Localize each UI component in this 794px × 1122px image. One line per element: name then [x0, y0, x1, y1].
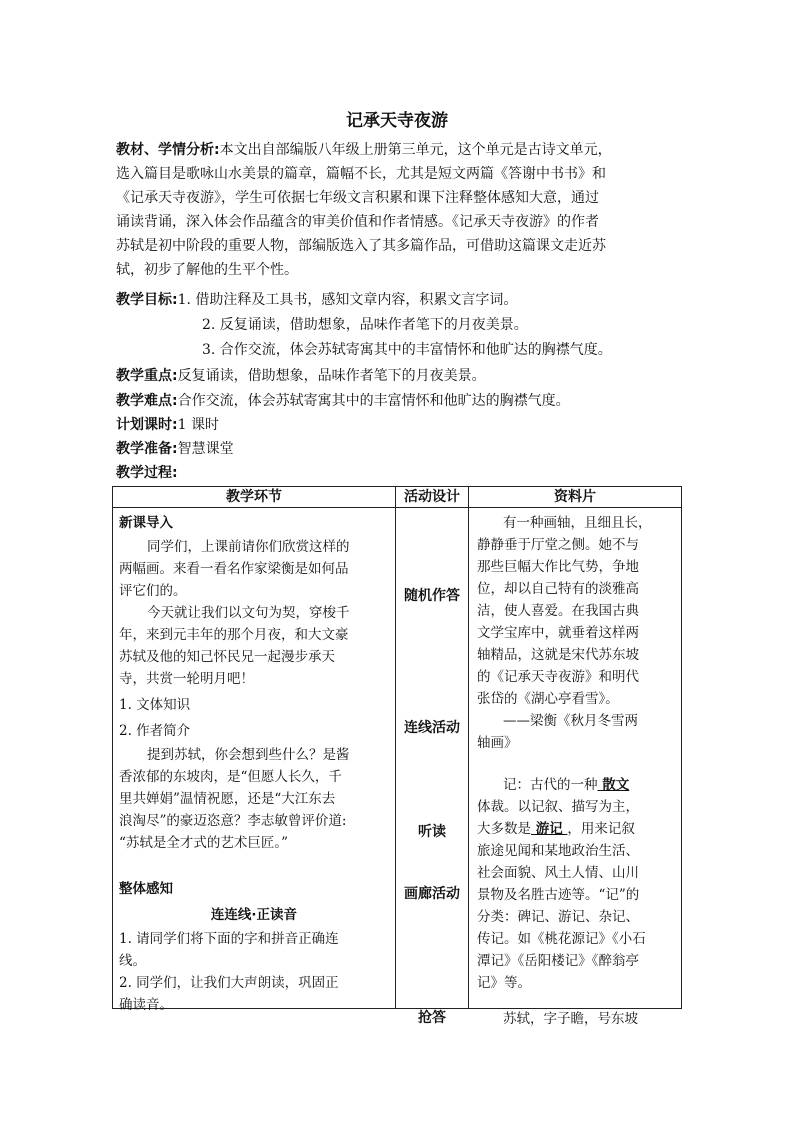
analysis-line-3: 《记承天寺夜游》，学生可依据七年级文言积累和课下注释整体感知大意，通过 — [116, 190, 599, 206]
table-row — [113, 508, 682, 1009]
ji-line-3: 大多数是 游记 ，用来记叙 — [477, 821, 635, 837]
difficulty: 教学难点:合作交流，体会苏轼寄寓其中的丰富情怀和他旷达的胸襟气度。 — [116, 393, 570, 409]
intro-heading: 新课导入 — [119, 515, 173, 531]
analysis-line-6: 轼，初步了解他的生平个性。 — [116, 262, 298, 278]
activity-matching: 连线活动 — [404, 720, 460, 736]
lesson-table — [112, 486, 682, 1027]
sushi-line: 苏轼，字子瞻，号东坡 — [503, 1011, 638, 1027]
blank-answer-prose: 散文 — [597, 777, 630, 793]
genre-item: 1. 文体知识 — [119, 697, 191, 713]
analysis-label: 教材、学情分析: — [116, 142, 220, 158]
activity-listening: 听读 — [418, 824, 446, 840]
hours: 计划课时:1 课时 — [116, 417, 219, 433]
cell-materials: 有一种画轴，且细且长， 静静垂于厅堂之侧。她不与 那些巨幅大作比气势，争地 位，却以自己特有的淡雅高 洁，使人喜爱。在我国古典 文学宝库中，就垂着这样两 轴精品，这就是宋代苏东坡 的《记承天寺夜游》和明代 张岱的《湖心亭看雪》。 ——梁衡《秋月冬雪两 轴画》 记：古代的一种 散文 体裁。以记叙、描写为主， 大多数是 游记 ，用来记叙 旅途见闻和某地政治生活、 社会面貌、风土人情、山川 景物及名胜古迹等。“记”的 分类：碑记、游记、杂记、 传记。如《桃花源记》《小石 潭记》《岳阳楼记》《醉翁亭 记》等。 苏轼，字子瞻，号东坡 — [469, 508, 682, 1009]
analysis-line-4: 诵读背诵，深入体会作品蕴含的审美价值和作者情感。《记承天寺夜游》的作者 — [116, 214, 599, 230]
activity-gallery: 画廊活动 — [404, 886, 460, 902]
cell-activity-design — [396, 508, 469, 1026]
activity-random-answer: 随机作答 — [404, 588, 460, 604]
process-label: 教学过程: — [116, 465, 178, 481]
author-item: 2. 作者简介 — [119, 723, 191, 739]
header-materials: 资料片 — [469, 487, 682, 508]
prep: 教学准备:智慧课堂 — [116, 441, 234, 457]
goals-line-2: 2. 反复诵读，借助想象，品味作者笔下的月夜美景。 — [202, 317, 528, 333]
cell-teaching-stage: 新课导入 同学们，上课前请你们欣赏这样的 两幅画。来看一看名作家梁衡是如何品 评它们的。 今天就让我们以文句为契，穿梭千 年，来到元丰年的那个月夜，和大文豪 苏轼及他的知己怀民兄一起漫步承天 寺，共赏一轮明月吧！ 1. 文体知识 2. 作者简介 提到苏轼，你会想到些什么？是酱 香浓郁的东坡肉，是“但愿人长久，千 里共婵娟”温情祝愿，还是“大江东去 浪淘尽”的豪迈恣意？李志敏曾评价道: “苏轼是全才式的艺术巨匠。” 整体感知 连连线·正读音 1. 请同学们将下面的字和拼音正确连 线。 2. 同学们，让我们大声朗读，巩固正 确读音。 — [113, 508, 396, 1009]
header-activity-design: 活动设计 — [396, 487, 469, 508]
key-point: 教学重点:反复诵读，借助想象，品味作者笔下的月夜美景。 — [116, 368, 486, 384]
analysis-line-1: 教材、学情分析:本文出自部编版八年级上册第三单元，这个单元是古诗文单元， — [116, 142, 612, 158]
table-header-row — [113, 487, 682, 508]
goals-label: 教学目标: — [116, 292, 178, 308]
analysis-line-5: 苏轼是初中阶段的重要人物，部编版选入了其多篇作品，可借助这篇课文走近苏 — [116, 238, 606, 254]
ji-line-1: 记：古代的一种 散文 — [503, 777, 630, 793]
analysis-line-2: 选入篇目是歌咏山水美景的篇章，篇幅不长，尤其是短文两篇《答谢中书书》和 — [116, 166, 606, 182]
sub-heading: 连连线·正读音 — [210, 907, 298, 923]
goals-line-1: 教学目标:1. 借助注释及工具书，感知文章内容，积累文言字词。 — [116, 292, 518, 308]
blank-answer-travelogue: 游记 — [531, 821, 568, 837]
goals-line-3: 3. 合作交流，体会苏轼寄寓其中的丰富情怀和他旷达的胸襟气度。 — [202, 342, 612, 358]
overall-heading: 整体感知 — [119, 881, 173, 897]
page-title: 记承天寺夜游 — [346, 111, 448, 131]
header-teaching-stage: 教学环节 — [113, 487, 396, 508]
activity-quick-answer: 抢答 — [418, 1010, 446, 1026]
